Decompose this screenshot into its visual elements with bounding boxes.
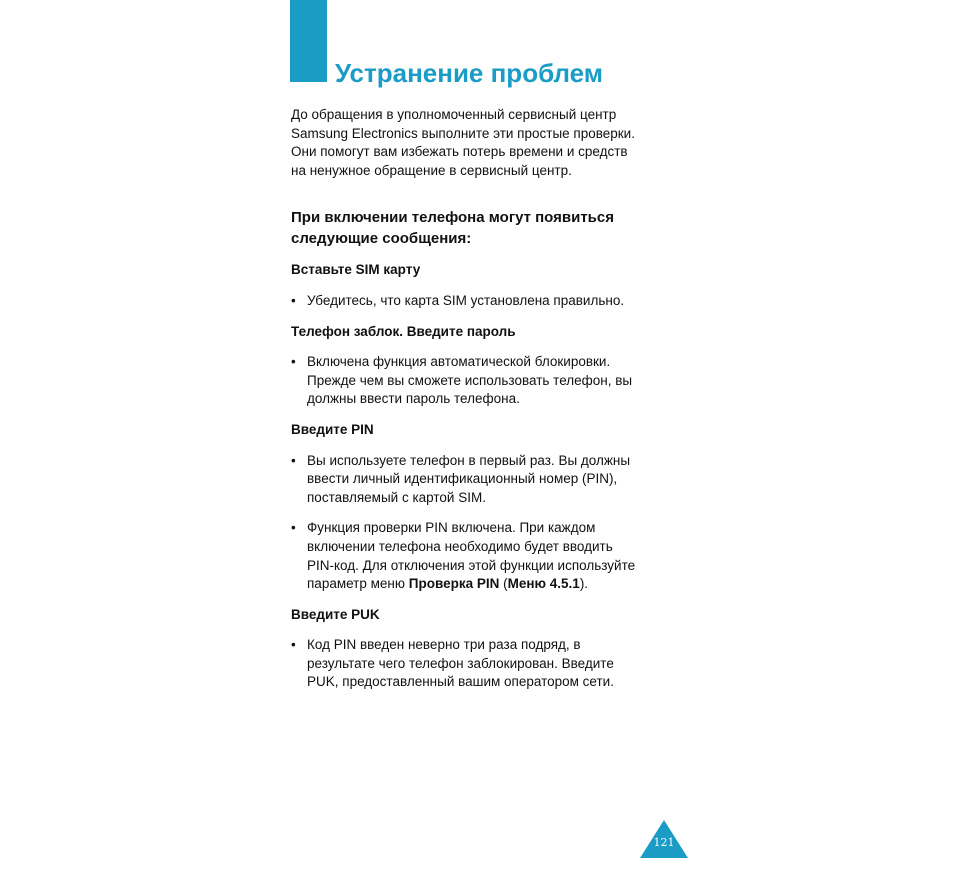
section-enter-puk <box>291 606 671 692</box>
section-title: Телефон заблок. Введите пароль <box>291 323 516 339</box>
bullet-icon: • <box>291 292 296 308</box>
section-title: Введите PIN <box>291 421 374 437</box>
bullet-line: ввести личный идентификационный номер (PIN), <box>307 471 618 487</box>
bullet-line: Прежде чем вы сможете использовать телефон, вы <box>307 372 633 388</box>
bullet-line <box>307 576 588 591</box>
bullet-line: включении телефона необходимо будет вводить <box>307 538 613 554</box>
bullet-icon: • <box>291 452 296 468</box>
bullet-line: результате чего телефон заблокирован. Введите <box>307 655 614 671</box>
bullet-item <box>291 636 671 692</box>
menu-ref-paren-close: ). <box>579 576 589 592</box>
section-phone-locked <box>291 323 671 409</box>
messages-subheading <box>291 207 671 249</box>
bullet-line: поставляемый с картой SIM. <box>307 489 486 505</box>
bullet-line: должны ввести пароль телефона. <box>307 391 520 407</box>
bullet-line: Включена функция автоматической блокировки. <box>307 354 611 370</box>
intro-line: До обращения в уполномоченный сервисный центр <box>291 107 617 122</box>
page-number: 121 <box>653 836 675 849</box>
section-title: Введите PUK <box>291 606 380 622</box>
section-title: Вставьте SIM карту <box>291 262 421 278</box>
bullet-item <box>291 452 671 508</box>
section-insert-sim <box>291 261 671 310</box>
menu-code: Меню 4.5.1 <box>507 576 580 592</box>
bullet-line: PIN-код. Для отключения этой функции используйте <box>307 557 636 573</box>
bullet-line: Убедитесь, что карта SIM установлена правильно. <box>307 292 625 308</box>
intro-line: Samsung Electronics выполните эти простые проверки. <box>291 125 635 141</box>
page-title: Устранение проблем <box>335 58 604 88</box>
menu-ref-paren-open: ( <box>499 576 508 592</box>
title-accent-bar <box>290 0 327 82</box>
menu-ref-prefix: параметр меню <box>307 576 409 592</box>
bullet-icon: • <box>291 520 296 536</box>
bullet-item <box>291 292 671 311</box>
bullet-line: Функция проверки PIN включена. При каждом <box>307 520 596 536</box>
intro-paragraph <box>291 106 671 180</box>
bullet-icon: • <box>291 637 296 653</box>
bullet-item <box>291 353 671 409</box>
bullet-line: PUK, предоставленный вашим оператором сети. <box>307 674 614 690</box>
section-enter-pin <box>291 421 671 594</box>
menu-name: Проверка PIN <box>408 576 500 592</box>
bullet-icon: • <box>291 354 296 370</box>
page-content <box>291 106 671 704</box>
subheading-line: При включении телефона могут появиться <box>291 209 614 227</box>
bullet-line: Код PIN введен неверно три раза подряд, в <box>307 637 581 653</box>
subheading-line: следующие сообщения: <box>291 230 472 248</box>
bullet-line: Вы используете телефон в первый раз. Вы должны <box>307 452 631 468</box>
bullet-item <box>291 519 671 593</box>
intro-line: Они помогут вам избежать потерь времени и средств <box>291 144 628 160</box>
intro-line: на ненужное обращение в сервисный центр. <box>291 162 572 178</box>
